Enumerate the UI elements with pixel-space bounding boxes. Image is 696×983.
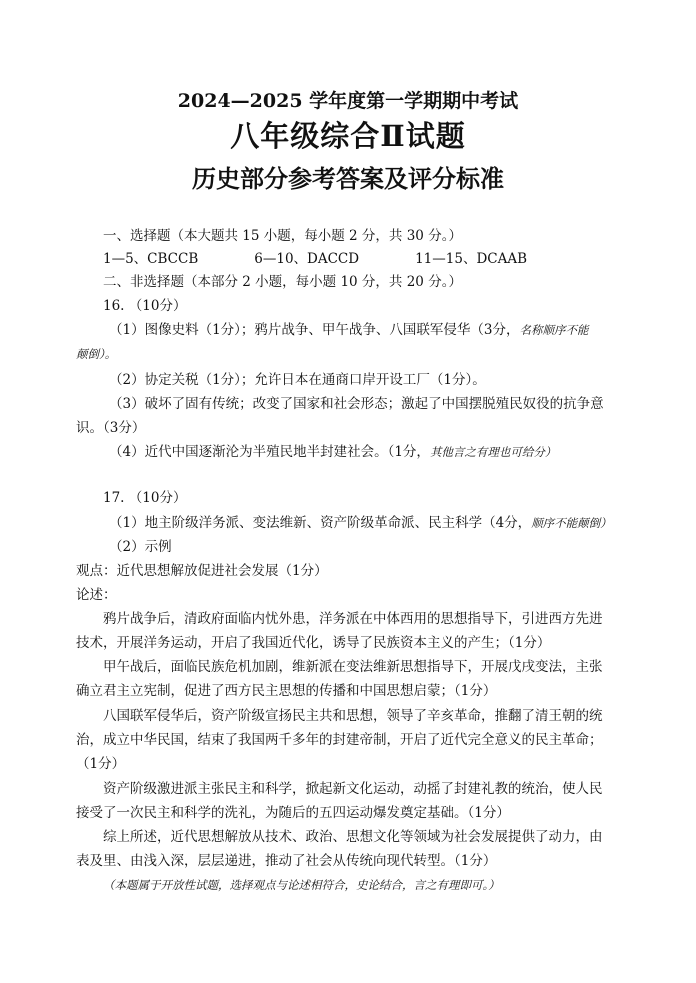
q16-answer-4: （4）近代中国逐渐沦为半殖民地半封建社会。（1分，其他言之有理也可给分） bbox=[109, 444, 557, 460]
exam-title: 2024—2025 学年度第一学期期中考试 bbox=[177, 90, 519, 112]
q16-answer-1: （1）图像史料（1分）；鸦片战争、甲午战争、八国联军侵华（3分，名称顺序不能 bbox=[109, 322, 589, 338]
choice-answers-1-5: 1—5、CBCCB bbox=[103, 251, 199, 267]
choice-answers-row bbox=[103, 249, 527, 269]
paper-title: 八年级综合Ⅱ试题 bbox=[230, 119, 466, 153]
q17-paragraph-1-line-2: 技术，开展洋务运动，开启了我国近代化，诱导了民族资本主义的产生；（1分） bbox=[76, 635, 551, 651]
q17-argument-label: 论述： bbox=[76, 587, 117, 603]
q17-paragraph-1-line-1: 鸦片战争后，清政府面临内忧外患，洋务派在中体西用的思想指导下，引进西方先进 bbox=[103, 611, 603, 627]
q17-footnote: （本题属于开放性试题，选择观点与论述相符合，史论结合，言之有理即可。） bbox=[103, 878, 500, 892]
q17-viewpoint: 观点：近代思想解放促进社会发展（1分） bbox=[76, 563, 328, 579]
answer-title: 历史部分参考答案及评分标准 bbox=[192, 164, 504, 193]
q17-paragraph-2-line-2: 确立君主立宪制，促进了西方民主思想的传播和中国思想启蒙；（1分） bbox=[76, 683, 497, 699]
q17-answer-1: （1）地主阶级洋务派、变法维新、资产阶级革命派、民主科学（4分，顺序不能颠倒） bbox=[109, 515, 612, 531]
q17-note-1: 顺序不能颠倒） bbox=[531, 516, 612, 530]
q17-number: 17. （10分） bbox=[103, 490, 187, 506]
q16-answer-3: （3）破坏了固有传统；改变了国家和社会形态；激起了中国摆脱殖民奴役的抗争意 bbox=[109, 396, 604, 412]
q17-answer-2: （2）示例 bbox=[109, 539, 172, 555]
q16-note-1: 名称顺序不能 bbox=[519, 323, 589, 337]
section-2-heading: 二、非选择题（本部分 2 小题，每小题 10 分，共 20 分。） bbox=[103, 274, 462, 290]
q16-number: 16. （10分） bbox=[103, 298, 187, 314]
q17-paragraph-3-line-1: 八国联军侵华后，资产阶级宣扬民主共和思想，领导了辛亥革命，推翻了清王朝的统 bbox=[103, 708, 603, 724]
q17-paragraph-3-line-3: （1分） bbox=[76, 756, 126, 772]
section-1-heading: 一、选择题（本大题共 15 小题，每小题 2 分，共 30 分。） bbox=[103, 228, 462, 244]
q17-paragraph-3-line-2: 治，成立中华民国，结束了我国两千多年的封建帝制，开启了近代完全意义的民主革命； bbox=[76, 732, 603, 748]
q17-paragraph-2-line-1: 甲午战后，面临民族危机加剧，维新派在变法维新思想指导下，开展戊戌变法，主张 bbox=[103, 659, 603, 675]
choice-answers-6-10: 6—10、DACCD bbox=[254, 251, 360, 267]
q17-paragraph-4-line-1: 资产阶级激进派主张民主和科学，掀起新文化运动，动摇了封建礼教的统治，使人民 bbox=[103, 781, 603, 797]
q16-answer-2: （2）协定关税（1分）；允许日本在通商口岸开设工厂（1分）。 bbox=[109, 372, 486, 388]
q16-answer-1-cont: 颠倒）。 bbox=[76, 347, 117, 361]
q16-note-4: 其他言之有理也可给分） bbox=[429, 445, 557, 459]
choice-answers-11-15: 11—15、DCAAB bbox=[415, 251, 528, 267]
q16-answer-3-cont: 识。（3分） bbox=[76, 420, 146, 436]
q17-paragraph-5-line-2: 表及里、由浅入深，层层递进，推动了社会从传统向现代转型。（1分） bbox=[76, 853, 497, 869]
q17-paragraph-4-line-2: 接受了一次民主和科学的洗礼，为随后的五四运动爆发奠定基础。（1分） bbox=[76, 805, 510, 821]
q17-paragraph-5-line-1: 综上所述，近代思想解放从技术、政治、思想文化等领域为社会发展提供了动力，由 bbox=[103, 829, 603, 845]
